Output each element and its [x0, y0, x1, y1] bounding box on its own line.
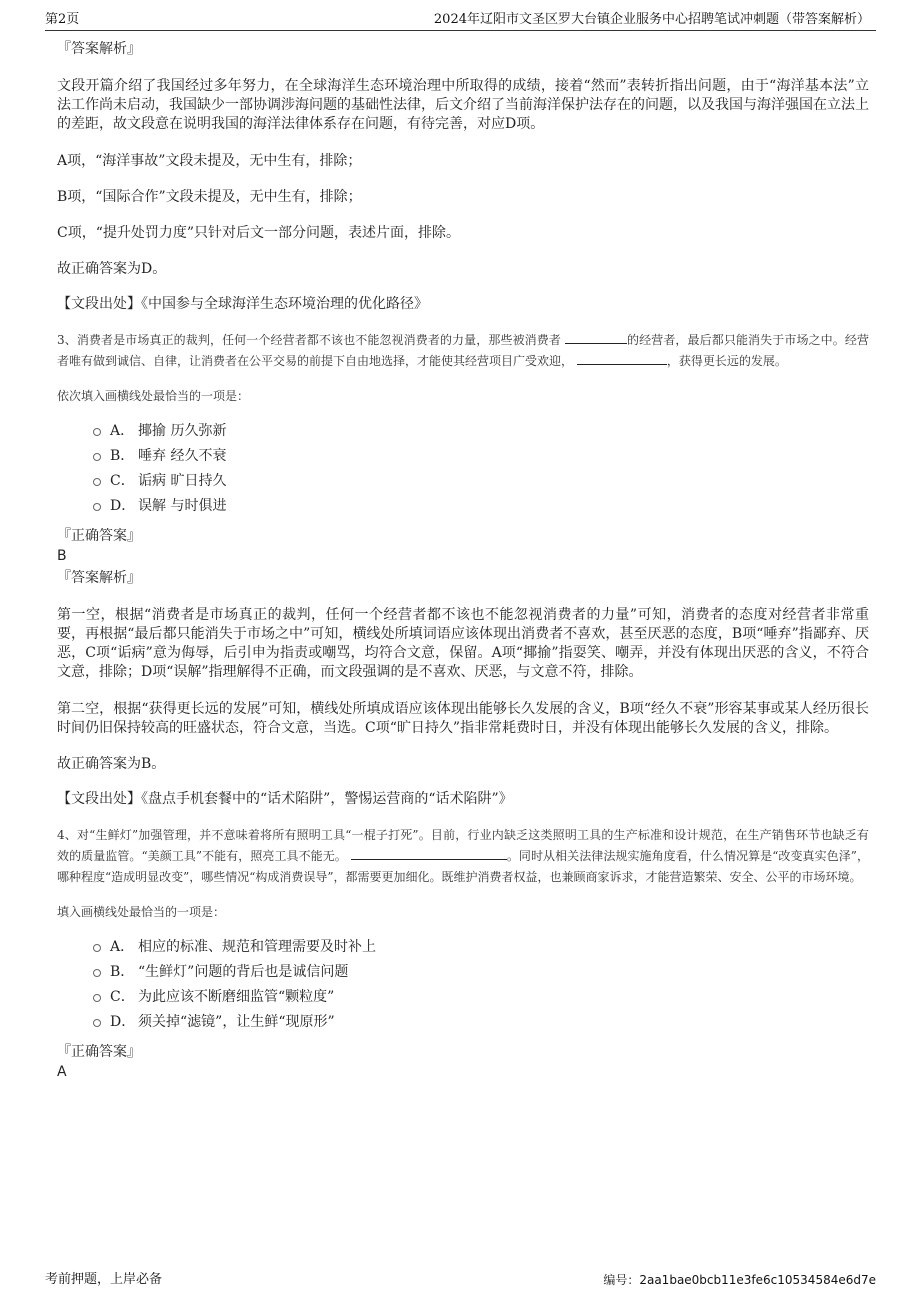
option-key: A．	[110, 423, 135, 439]
analysis-option-b: B项，“国际合作”文段未提及，无中生有，排除；	[57, 189, 362, 205]
answer-analysis-label: 『答案解析』	[57, 41, 141, 57]
conclusion: 故正确答案为D。	[57, 261, 167, 277]
option-text: 相应的标准、规范和管理需要及时补上	[138, 939, 376, 955]
option-key: A．	[110, 939, 135, 955]
option-d[interactable]	[93, 494, 869, 519]
radio-icon[interactable]	[93, 453, 101, 461]
analysis-paragraph: 第一空，根据“消费者是市场真正的裁判，任何一个经营者都不该也不能忽视消费者的力量”可知，消费者的态度对经营者非常重要，再根据“最后都只能消失于市场之中”可知，横线处所填词语应该体现出消费者不喜欢，甚至厌恶的态度，B项“唾弃”指鄙弃、厌恶，C项“诟病”意为侮辱，后引申为指责或嘲骂，均符合文意，保留。A项“揶揄”指耍笑、嘲弄，并没有体现出厌恶的含义，不符合文意，排除；D项“误解”指理解得不正确，而文段强调的是不喜欢、厌恶，与文意不符，排除。	[57, 607, 869, 680]
page-number: 第2页	[45, 12, 80, 27]
question-stem	[57, 330, 869, 372]
option-key: B．	[110, 964, 135, 980]
option-text: 揶揄 历久弥新	[138, 423, 227, 439]
question-4	[57, 825, 869, 1081]
option-key: D．	[110, 1014, 136, 1030]
page-header	[45, 10, 876, 31]
option-b[interactable]	[93, 960, 869, 985]
option-key: C．	[110, 989, 135, 1005]
document-code: 编号：2aa1bae0bcb11e3fe6c10534584e6d7e	[603, 1273, 876, 1287]
radio-icon[interactable]	[93, 969, 101, 977]
correct-answer: B	[57, 548, 67, 564]
option-a[interactable]	[93, 419, 869, 444]
option-text: “生鲜灯”问题的背后也是诚信问题	[138, 964, 349, 980]
radio-icon[interactable]	[93, 994, 101, 1002]
option-text: 为此应该不断磨细监管“颗粒度”	[138, 989, 335, 1005]
question-2-tail	[57, 38, 869, 314]
option-list	[57, 419, 869, 519]
option-d[interactable]	[93, 1010, 869, 1035]
option-text: 诟病 旷日持久	[138, 473, 227, 489]
option-text: 误解 与时俱进	[138, 498, 227, 514]
blank-line	[577, 352, 667, 365]
option-key: D．	[110, 498, 136, 514]
option-text: 唾弃 经久不衰	[138, 448, 227, 464]
page-content	[57, 36, 869, 1081]
question-prompt: 填入画横线处最恰当的一项是：	[57, 905, 226, 919]
option-c[interactable]	[93, 469, 869, 494]
stem-text: ，获得更长远的发展。	[666, 354, 787, 368]
option-a[interactable]	[93, 935, 869, 960]
correct-answer: A	[57, 1064, 67, 1080]
radio-icon[interactable]	[93, 503, 101, 511]
stem-text: 4、对“生鲜灯”加强管理，并不意味着将所有照明工具“一棍子打死”。目前，行业内缺乏这类照明工具的生产标准和设计规范，在生产销售环节也缺乏有效的质量监管。“美颜工具”不能有，照亮工具不能无。	[57, 828, 869, 863]
stem-text: 。同时从相关法律法规实施角度看，什么情况算是“改变真实色泽”，哪种程度“造成明显改变”，哪些情况“构成消费误导”，都需要更加细化。既维护消费者权益，也兼顾商家诉求，才能营造繁荣、安全、公平的市场环境。	[57, 849, 869, 884]
source-citation: 【文段出处】《盘点手机套餐中的“话术陷阱”，警惕运营商的“话术陷阱”》	[57, 791, 513, 807]
blank-line	[351, 847, 507, 860]
document-title: 2024年辽阳市文圣区罗大台镇企业服务中心招聘笔试冲刺题（带答案解析）	[433, 12, 870, 27]
analysis-paragraph: 第二空，根据“获得更长远的发展”可知，横线处所填成语应该体现出能够长久发展的含义，B项“经久不衰”形容某事或某人经历很长时间仍旧保持较高的旺盛状态，符合文意，当选。C项“旷日持久”指非常耗费时日，并没有体现出能够长久发展的含义，排除。	[57, 701, 869, 736]
question-prompt: 依次填入画横线处最恰当的一项是：	[57, 389, 250, 403]
question-3	[57, 330, 869, 809]
blank-line	[565, 331, 627, 344]
correct-answer-label: 『正确答案』	[57, 1044, 141, 1060]
conclusion: 故正确答案为B。	[57, 756, 166, 772]
option-b[interactable]	[93, 444, 869, 469]
answer-analysis-label: 『答案解析』	[57, 570, 141, 586]
footer-slogan: 考前押题，上岸必备	[45, 1272, 163, 1287]
correct-answer-label: 『正确答案』	[57, 528, 141, 544]
analysis-paragraph: 文段开篇介绍了我国经过多年努力，在全球海洋生态环境治理中所取得的成绩，接着“然而”表转折指出问题，由于“海洋基本法”立法工作尚未启动，我国缺少一部协调涉海问题的基础性法律，后文介绍了当前海洋保护法存在的问题，以及我国与海洋强国在立法上的差距，故文段意在说明我国的海洋法律体系存在问题，有待完善，对应D项。	[57, 78, 869, 132]
source-citation: 【文段出处】《中国参与全球海洋生态环境治理的优化路径》	[57, 296, 428, 312]
analysis-option-c: C项，“提升处罚力度”只针对后文一部分问题，表述片面，排除。	[57, 225, 461, 241]
question-stem	[57, 825, 869, 888]
option-c[interactable]	[93, 985, 869, 1010]
option-list	[57, 935, 869, 1035]
stem-text: 3、消费者是市场真正的裁判，任何一个经营者都不该也不能忽视消费者的力量，那些被消费者	[57, 333, 561, 347]
page-footer	[45, 1270, 876, 1290]
radio-icon[interactable]	[93, 944, 101, 952]
radio-icon[interactable]	[93, 1019, 101, 1027]
option-key: C．	[110, 473, 135, 489]
radio-icon[interactable]	[93, 428, 101, 436]
stem-text: 的经营者，最后都只能消失于市场之中。经营者唯有做到诚信、自律，让消费者在公平交易的前提下自由地选择，才能使其经营项目广受欢迎，	[57, 333, 869, 368]
option-key: B．	[110, 448, 135, 464]
radio-icon[interactable]	[93, 478, 101, 486]
option-text: 须关掉“滤镜”，让生鲜“现原形”	[138, 1014, 335, 1030]
analysis-option-a: A项，“海洋事故”文段未提及，无中生有，排除；	[57, 153, 362, 169]
